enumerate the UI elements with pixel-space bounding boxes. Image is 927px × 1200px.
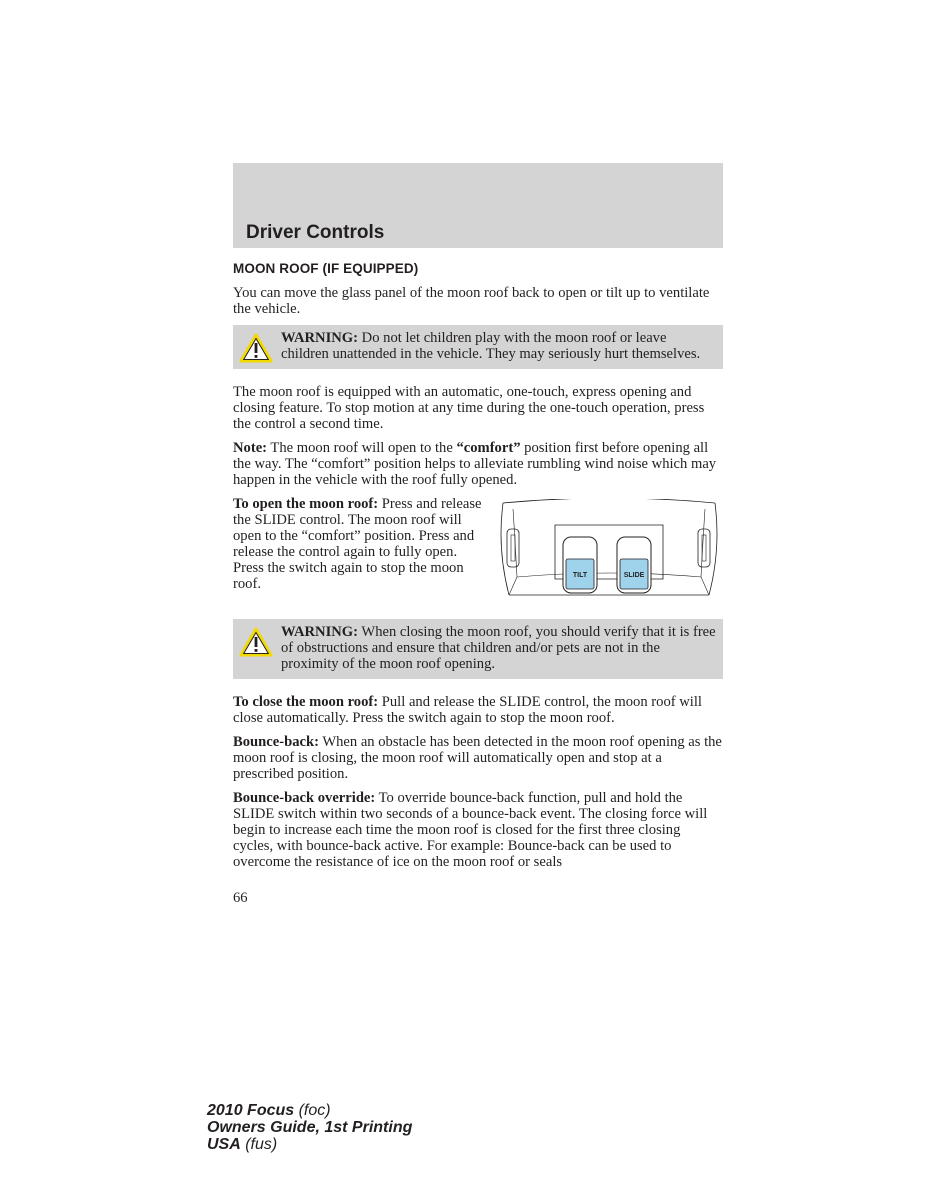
bounce-override-label: Bounce-back override: xyxy=(233,790,376,806)
bounce-override-text: To override bounce-back function, pull and hold the SLIDE switch within two seconds of a bounce-back event. The closing force will begin to increase each time the moon roof is closed for the first three closing cycles, with bounce-back active. For example: Bounce-back can be used to overcome the resistance of ice on the moon roof or seals xyxy=(233,790,708,870)
footer-market-code: (fus) xyxy=(240,1136,278,1153)
open-text: Press and release the SLIDE control. The moon roof will open to the “comfort” position. Press and release the control again to fully open. Press the switch again to stop the moon roof. xyxy=(233,496,482,592)
warning-text: Do not let children play with the moon roof or leave children unattended in the vehicle. They may seriously hurt themselves. xyxy=(281,330,701,362)
document-footer xyxy=(207,1102,412,1153)
close-paragraph xyxy=(233,694,723,726)
bounce-back-text: When an obstacle has been detected in the moon roof opening as the moon roof is closing, the moon roof will automatically open and stop at a prescribed position. xyxy=(233,734,722,782)
note-paragraph xyxy=(233,440,723,488)
tilt-label: TILT xyxy=(572,572,588,579)
warning-label: WARNING: xyxy=(281,330,359,346)
note-text-before: The moon roof will open to the xyxy=(267,440,457,456)
bounce-back-label: Bounce-back: xyxy=(233,734,319,750)
footer-model-code: (foc) xyxy=(294,1102,331,1119)
moon-roof-control-illustration xyxy=(495,499,723,599)
page-title: Driver Controls xyxy=(246,222,385,243)
footer-market: USA xyxy=(207,1136,241,1153)
bounce-override-paragraph xyxy=(233,790,723,870)
warning-text: When closing the moon roof, you should verify that it is free of obstructions and ensure that children and/or pets are not in the proximity of the moon roof opening. xyxy=(281,624,716,672)
open-label: To open the moon roof: xyxy=(233,496,379,512)
slide-label: SLIDE xyxy=(623,572,645,579)
open-instructions-row xyxy=(233,496,723,599)
bounce-back-paragraph xyxy=(233,734,723,782)
warning-label: WARNING: xyxy=(281,624,359,640)
note-label: Note: xyxy=(233,440,268,456)
note-text-after: position first before opening all the way. The “comfort” position helps to alleviate rumbling wind noise which may happen in the vehicle with the roof fully opened. xyxy=(233,440,717,488)
page-number: 66 xyxy=(233,890,248,906)
main-content xyxy=(233,261,723,906)
open-instructions xyxy=(233,496,483,599)
footer-guide: Owners Guide, 1st Printing xyxy=(207,1119,413,1136)
express-paragraph: The moon roof is equipped with an automatic, one-touch, express opening and closing feature. To stop motion at any time during the one-touch operation, press the control a second time. xyxy=(233,384,705,432)
close-text: Pull and release the SLIDE control, the moon roof will close automatically. Press the switch again to stop the moon roof. xyxy=(233,694,702,726)
warning-triangle-icon xyxy=(239,626,273,658)
footer-model: 2010 Focus xyxy=(207,1102,295,1119)
warning-box-children xyxy=(233,325,723,369)
intro-paragraph: You can move the glass panel of the moon roof back to open or tilt up to ventilate the vehicle. xyxy=(233,285,710,317)
note-emphasis: “comfort” xyxy=(456,440,521,456)
close-label: To close the moon roof: xyxy=(233,694,379,710)
warning-triangle-icon xyxy=(239,332,273,364)
section-heading: MOON ROOF (IF EQUIPPED) xyxy=(233,261,419,276)
header-band xyxy=(233,163,723,248)
warning-box-obstructions xyxy=(233,619,723,679)
